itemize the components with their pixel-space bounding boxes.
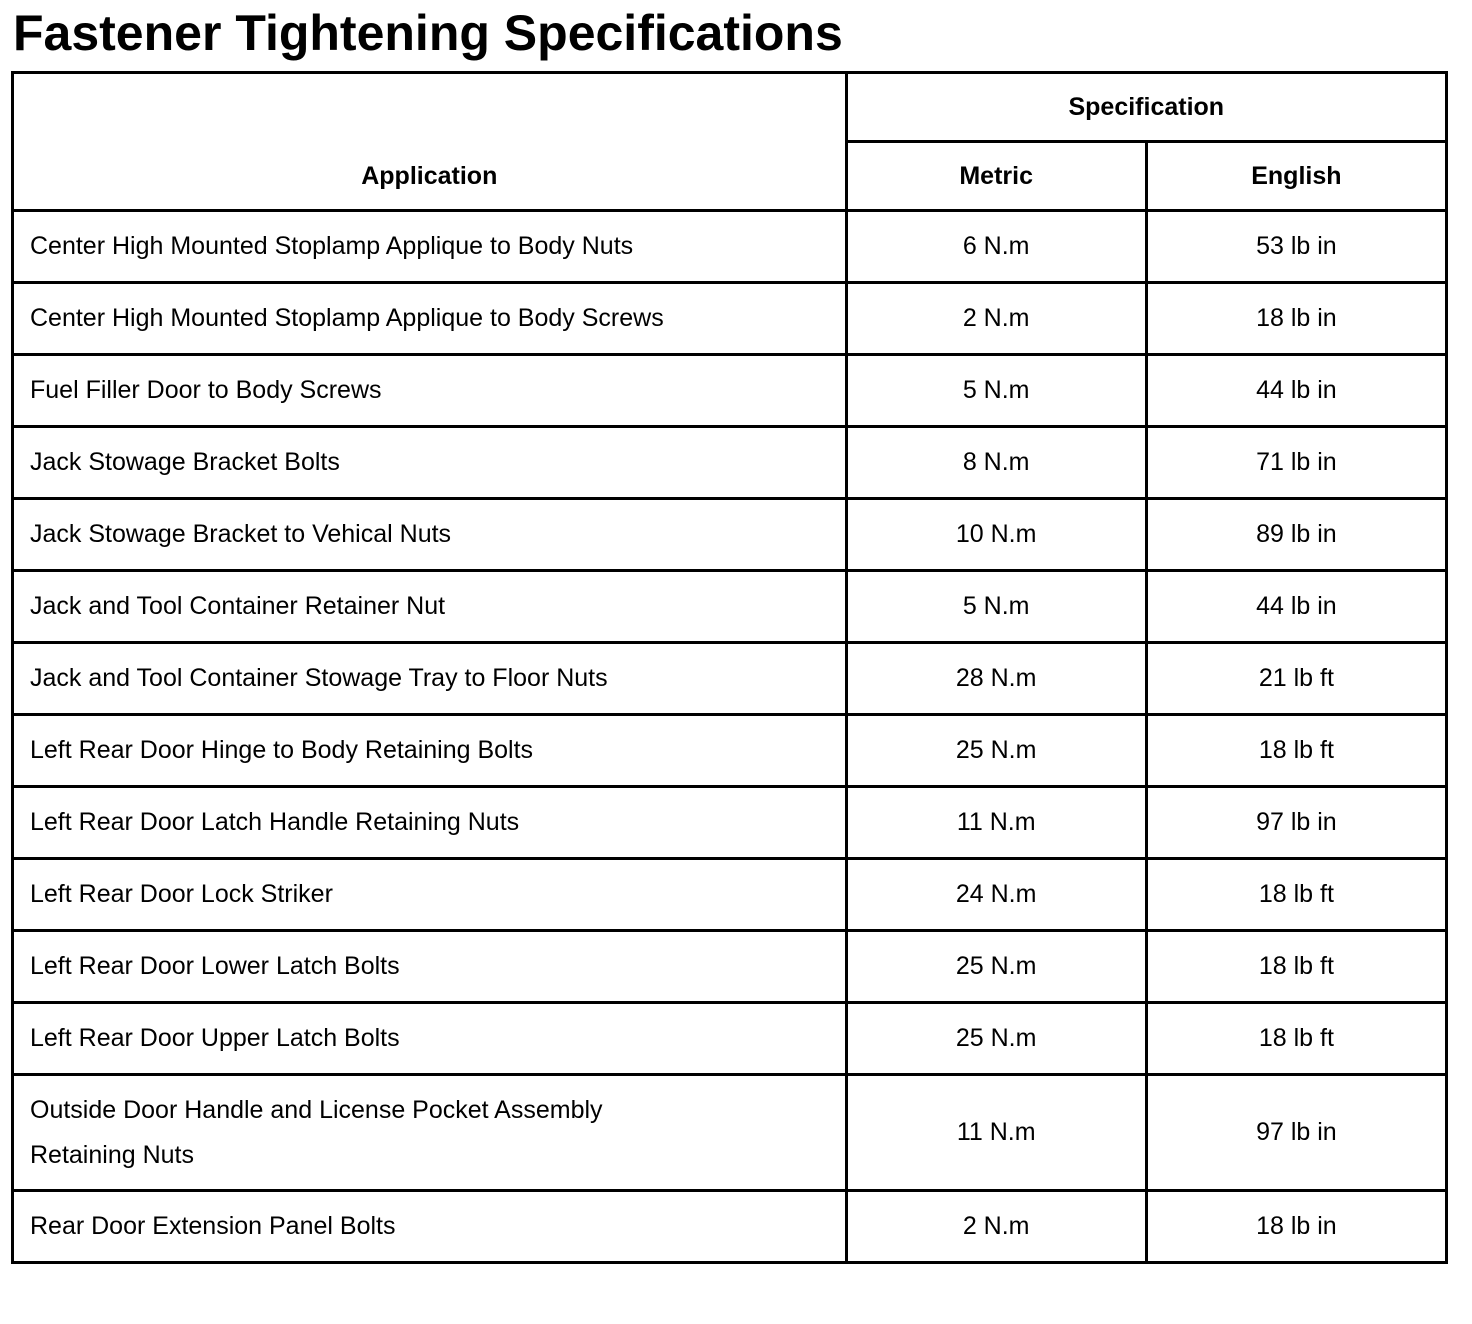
application-cell: Left Rear Door Lock Striker (13, 859, 847, 931)
page-title: Fastener Tightening Specifications (13, 5, 843, 61)
english-cell: 18 lb ft (1146, 859, 1446, 931)
application-cell: Rear Door Extension Panel Bolts (13, 1191, 847, 1263)
application-cell: Left Rear Door Lower Latch Bolts (13, 931, 847, 1003)
english-cell: 18 lb ft (1146, 715, 1446, 787)
table-row (13, 1191, 1447, 1263)
english-cell: 18 lb in (1146, 1191, 1446, 1263)
metric-cell: 11 N.m (846, 1075, 1146, 1191)
metric-cell: 24 N.m (846, 859, 1146, 931)
table-row (13, 859, 1447, 931)
application-cell: Fuel Filler Door to Body Screws (13, 355, 847, 427)
english-cell: 71 lb in (1146, 427, 1446, 499)
application-cell: Left Rear Door Hinge to Body Retaining Bolts (13, 715, 847, 787)
metric-cell: 5 N.m (846, 355, 1146, 427)
table-row (13, 427, 1447, 499)
application-cell: Center High Mounted Stoplamp Applique to Body Nuts (13, 211, 847, 283)
metric-cell: 2 N.m (846, 1191, 1146, 1263)
english-cell: 21 lb ft (1146, 643, 1446, 715)
metric-cell: 28 N.m (846, 643, 1146, 715)
application-cell: Jack and Tool Container Stowage Tray to Floor Nuts (13, 643, 847, 715)
metric-cell: 6 N.m (846, 211, 1146, 283)
application-cell: Outside Door Handle and License Pocket Assembly Retaining Nuts (13, 1075, 847, 1191)
table-row (13, 787, 1447, 859)
table-row (13, 1075, 1447, 1191)
table-row (13, 355, 1447, 427)
english-cell: 18 lb in (1146, 283, 1446, 355)
table-row (13, 499, 1447, 571)
application-cell: Jack and Tool Container Retainer Nut (13, 571, 847, 643)
application-cell: Jack Stowage Bracket to Vehical Nuts (13, 499, 847, 571)
metric-cell: 2 N.m (846, 283, 1146, 355)
application-cell: Center High Mounted Stoplamp Applique to Body Screws (13, 283, 847, 355)
metric-cell: 25 N.m (846, 715, 1146, 787)
english-cell: 18 lb ft (1146, 931, 1446, 1003)
metric-cell: 5 N.m (846, 571, 1146, 643)
table-row (13, 1003, 1447, 1075)
application-cell: Left Rear Door Latch Handle Retaining Nuts (13, 787, 847, 859)
header-english: English (1146, 142, 1446, 211)
table-row (13, 643, 1447, 715)
fastener-spec-table (11, 71, 1448, 1264)
english-cell: 18 lb ft (1146, 1003, 1446, 1075)
table-row (13, 931, 1447, 1003)
table-row (13, 715, 1447, 787)
english-cell: 44 lb in (1146, 355, 1446, 427)
english-cell: 97 lb in (1146, 1075, 1446, 1191)
metric-cell: 25 N.m (846, 931, 1146, 1003)
application-cell: Jack Stowage Bracket Bolts (13, 427, 847, 499)
english-cell: 89 lb in (1146, 499, 1446, 571)
table-row (13, 283, 1447, 355)
application-cell: Left Rear Door Upper Latch Bolts (13, 1003, 847, 1075)
metric-cell: 25 N.m (846, 1003, 1146, 1075)
table-row (13, 211, 1447, 283)
english-cell: 44 lb in (1146, 571, 1446, 643)
english-cell: 53 lb in (1146, 211, 1446, 283)
metric-cell: 11 N.m (846, 787, 1146, 859)
english-cell: 97 lb in (1146, 787, 1446, 859)
metric-cell: 10 N.m (846, 499, 1146, 571)
header-metric: Metric (846, 142, 1146, 211)
table-row (13, 571, 1447, 643)
metric-cell: 8 N.m (846, 427, 1146, 499)
header-application: Application (13, 73, 847, 211)
header-specification: Specification (846, 73, 1446, 142)
